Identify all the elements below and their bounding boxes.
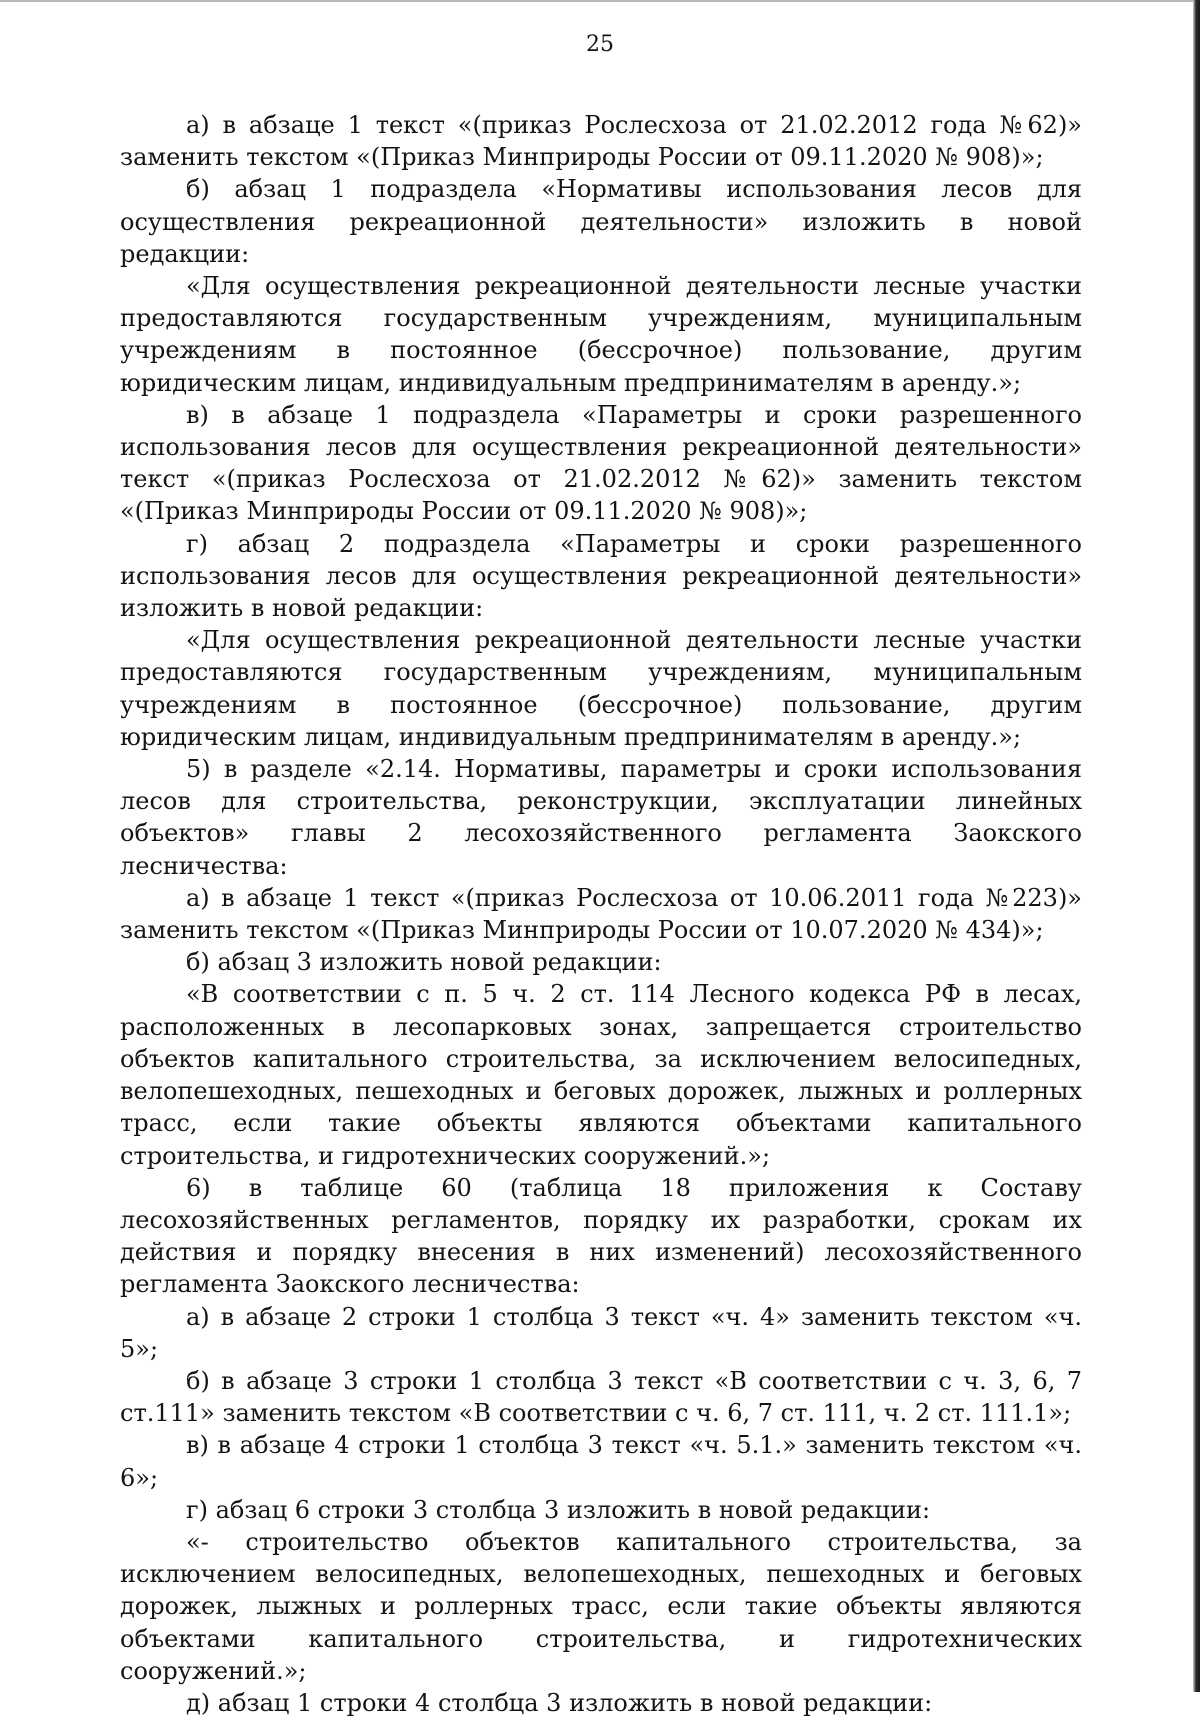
paragraph-6: «Для осуществления рекреационной деятельности лесные участки предоставляются государственным учреждениям, муниципальным учреждениям в постоянное (бессрочное) пользование, другим юридическим лицам, индивидуальным предпринимателям в аренду.»; <box>120 626 1082 751</box>
paragraph-2: б) абзац 1 подраздела «Нормативы использования лесов для осуществления рекреационной деятельности» изложить в новой редакции: <box>120 175 1082 268</box>
paragraph-12: а) в абзаце 2 строки 1 столбца 3 текст «ч. 4» заменить текстом «ч. 5»; <box>120 1302 1082 1363</box>
paragraph-7: 5) в разделе «2.14. Нормативы, параметры и сроки использования лесов для строительства, реконструкции, эксплуатации линейных объектов» главы 2 лесохозяйственного регламента Заокского лесничества: <box>120 755 1082 880</box>
paragraph-3: «Для осуществления рекреационной деятельности лесные участки предоставляются государственным учреждениям, муниципальным учреждениям в постоянное (бессрочное) пользование, другим юридическим лицам, индивидуальным предпринимателям в аренду.»; <box>120 272 1082 397</box>
paragraph-5: г) абзац 2 подраздела «Параметры и сроки разрешенного использования лесов для осуществления рекреационной деятельности» изложить в новой редакции: <box>120 529 1082 623</box>
page-number: 25 <box>586 32 614 57</box>
document-body <box>120 109 1082 1719</box>
paragraph-4: в) в абзаце 1 подраздела «Параметры и сроки разрешенного использования лесов для осуществления рекреационной деятельности» текст «(приказ Рослесхоза от 21.02.2012 №62)» заменить текстом «(Приказ Минприроды России от 09.11.2020 № 908)»; <box>120 400 1082 526</box>
paragraph-8: а) в абзаце 1 текст «(приказ Рослесхоза от 10.06.2011 года №223)» заменить текстом «(Приказ Минприроды России от 10.07.2020 № 434)»; <box>120 883 1082 945</box>
paragraph-15: г) абзац 6 строки 3 столбца 3 изложить в новой редакции: <box>186 1495 931 1524</box>
paragraph-1: а) в абзаце 1 текст «(приказ Рослесхоза от 21.02.2012 года №62)» заменить текстом «(Приказ Минприроды России от 09.11.2020 № 908)»; <box>120 111 1082 172</box>
paragraph-9: б) абзац 3 изложить новой редакции: <box>186 948 662 977</box>
paragraph-14: в) в абзаце 4 строки 1 столбца 3 текст «ч. 5.1.» заменить текстом «ч. 6»; <box>120 1431 1082 1492</box>
paragraph-13: б) в абзаце 3 строки 1 столбца 3 текст «В соответствии с ч. 3, 6, 7 ст.111» заменить текстом «В соответствии с ч. 6, 7 ст. 111, ч. 2 ст. 111.1»; <box>120 1366 1082 1428</box>
paragraph-16: «- строительство объектов капитального строительства, за исключением велосипедных, велопешеходных, пешеходных и беговых дорожек, лыжных и роллерных трасс, если такие объекты являются объектами капитального строительства, и гидротехнических сооружений.»; <box>120 1527 1082 1685</box>
paragraph-11: 6) в таблице 60 (таблица 18 приложения к Составу лесохозяйственных регламентов, порядку их разработки, срокам их действия и порядку внесения в них изменений) лесохозяйственного регламента Заокского лесничества: <box>120 1173 1082 1299</box>
scan-top-edge <box>0 0 1200 2</box>
scan-right-edge <box>1193 0 1200 1692</box>
paragraph-17: д) абзац 1 строки 4 столбца 3 изложить в новой редакции: <box>186 1688 933 1717</box>
paragraph-10: «В соответствии с п. 5 ч. 2 ст. 114 Лесного кодекса РФ в лесах, расположенных в лесопарковых зонах, запрещается строительство объектов капитального строительства, за исключением велосипедных, велопешеходных, пешеходных и беговых дорожек, лыжных и роллерных трасс, если такие объекты являются объектами капитального строительства, и гидротехнических сооружений.»; <box>120 980 1082 1170</box>
